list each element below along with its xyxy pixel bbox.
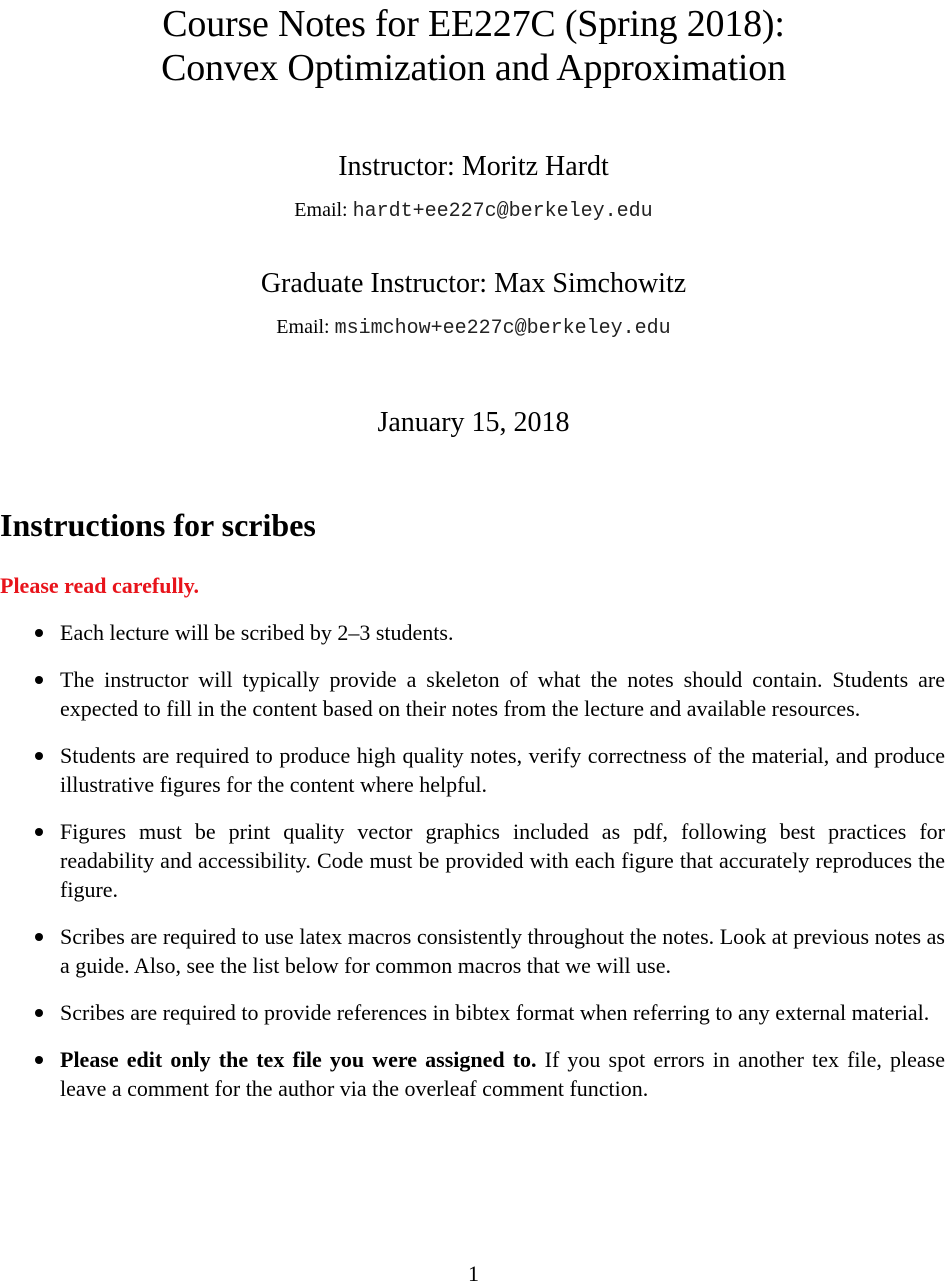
- list-item: [0, 618, 945, 647]
- list-item: [0, 1045, 945, 1103]
- warning-text: Please read carefully.: [0, 573, 199, 598]
- graduate-instructor-email[interactable]: msimchow+ee227c@berkeley.edu: [334, 317, 671, 340]
- bullet-icon: [35, 752, 43, 760]
- section-heading: Instructions for scribes: [0, 507, 316, 543]
- bullet-icon: [35, 828, 43, 836]
- title-line-1: Course Notes for EE227C (Spring 2018):: [162, 3, 785, 45]
- bullet-icon: [35, 933, 43, 941]
- list-item-text: Figures must be print quality vector graphics included as pdf, following best practices for readability and accessibility. Code must be provided with each figure that accurately reproduces the figure.: [60, 819, 945, 902]
- title-line-2: Convex Optimization and Approximation: [161, 47, 786, 89]
- graduate-instructor-name: Graduate Instructor: Max Simchowitz: [260, 268, 687, 299]
- list-item: [0, 665, 945, 723]
- list-item-text: The instructor will typically provide a skeleton of what the notes should contain. Students are expected to fill in the content based on their notes from the lecture and available resources.: [60, 667, 945, 721]
- list-item-text: Each lecture will be scribed by 2–3 students.: [60, 620, 454, 645]
- instructor-name: Instructor: Moritz Hardt: [338, 151, 609, 182]
- graduate-instructor-email-line: [0, 315, 947, 341]
- instructor-email[interactable]: hardt+ee227c@berkeley.edu: [352, 200, 653, 223]
- instructor-email-label: Email:: [294, 199, 348, 221]
- list-item: [0, 741, 945, 799]
- bullet-icon: [35, 1056, 43, 1064]
- list-item: [0, 998, 945, 1027]
- graduate-instructor-email-label: Email:: [276, 316, 330, 338]
- bullet-icon: [35, 629, 43, 637]
- bullet-icon: [35, 676, 43, 684]
- list-item-bold: Please edit only the tex file you were assigned to.: [60, 1047, 537, 1072]
- list-item-text: Students are required to produce high quality notes, verify correctness of the material, and produce illustrative figures for the content where helpful.: [60, 743, 945, 797]
- list-item: [0, 817, 945, 904]
- instructor-email-line: [0, 198, 947, 224]
- document-title: [0, 2, 947, 90]
- bullet-icon: [35, 1009, 43, 1017]
- list-item-text: Scribes are required to provide references in bibtex format when referring to any external material.: [60, 1000, 930, 1025]
- list-item-text: Scribes are required to use latex macros consistently throughout the notes. Look at previous notes as a guide. Also, see the list below for common macros that we will use.: [60, 924, 945, 978]
- page-number: 1: [468, 1261, 479, 1286]
- list-item: [0, 922, 945, 980]
- list-item-text: If you spot errors in another tex file, please leave a comment for the author via the overleaf comment function.: [60, 1047, 945, 1101]
- instruction-list: [0, 618, 945, 1121]
- document-date: January 15, 2018: [377, 407, 570, 438]
